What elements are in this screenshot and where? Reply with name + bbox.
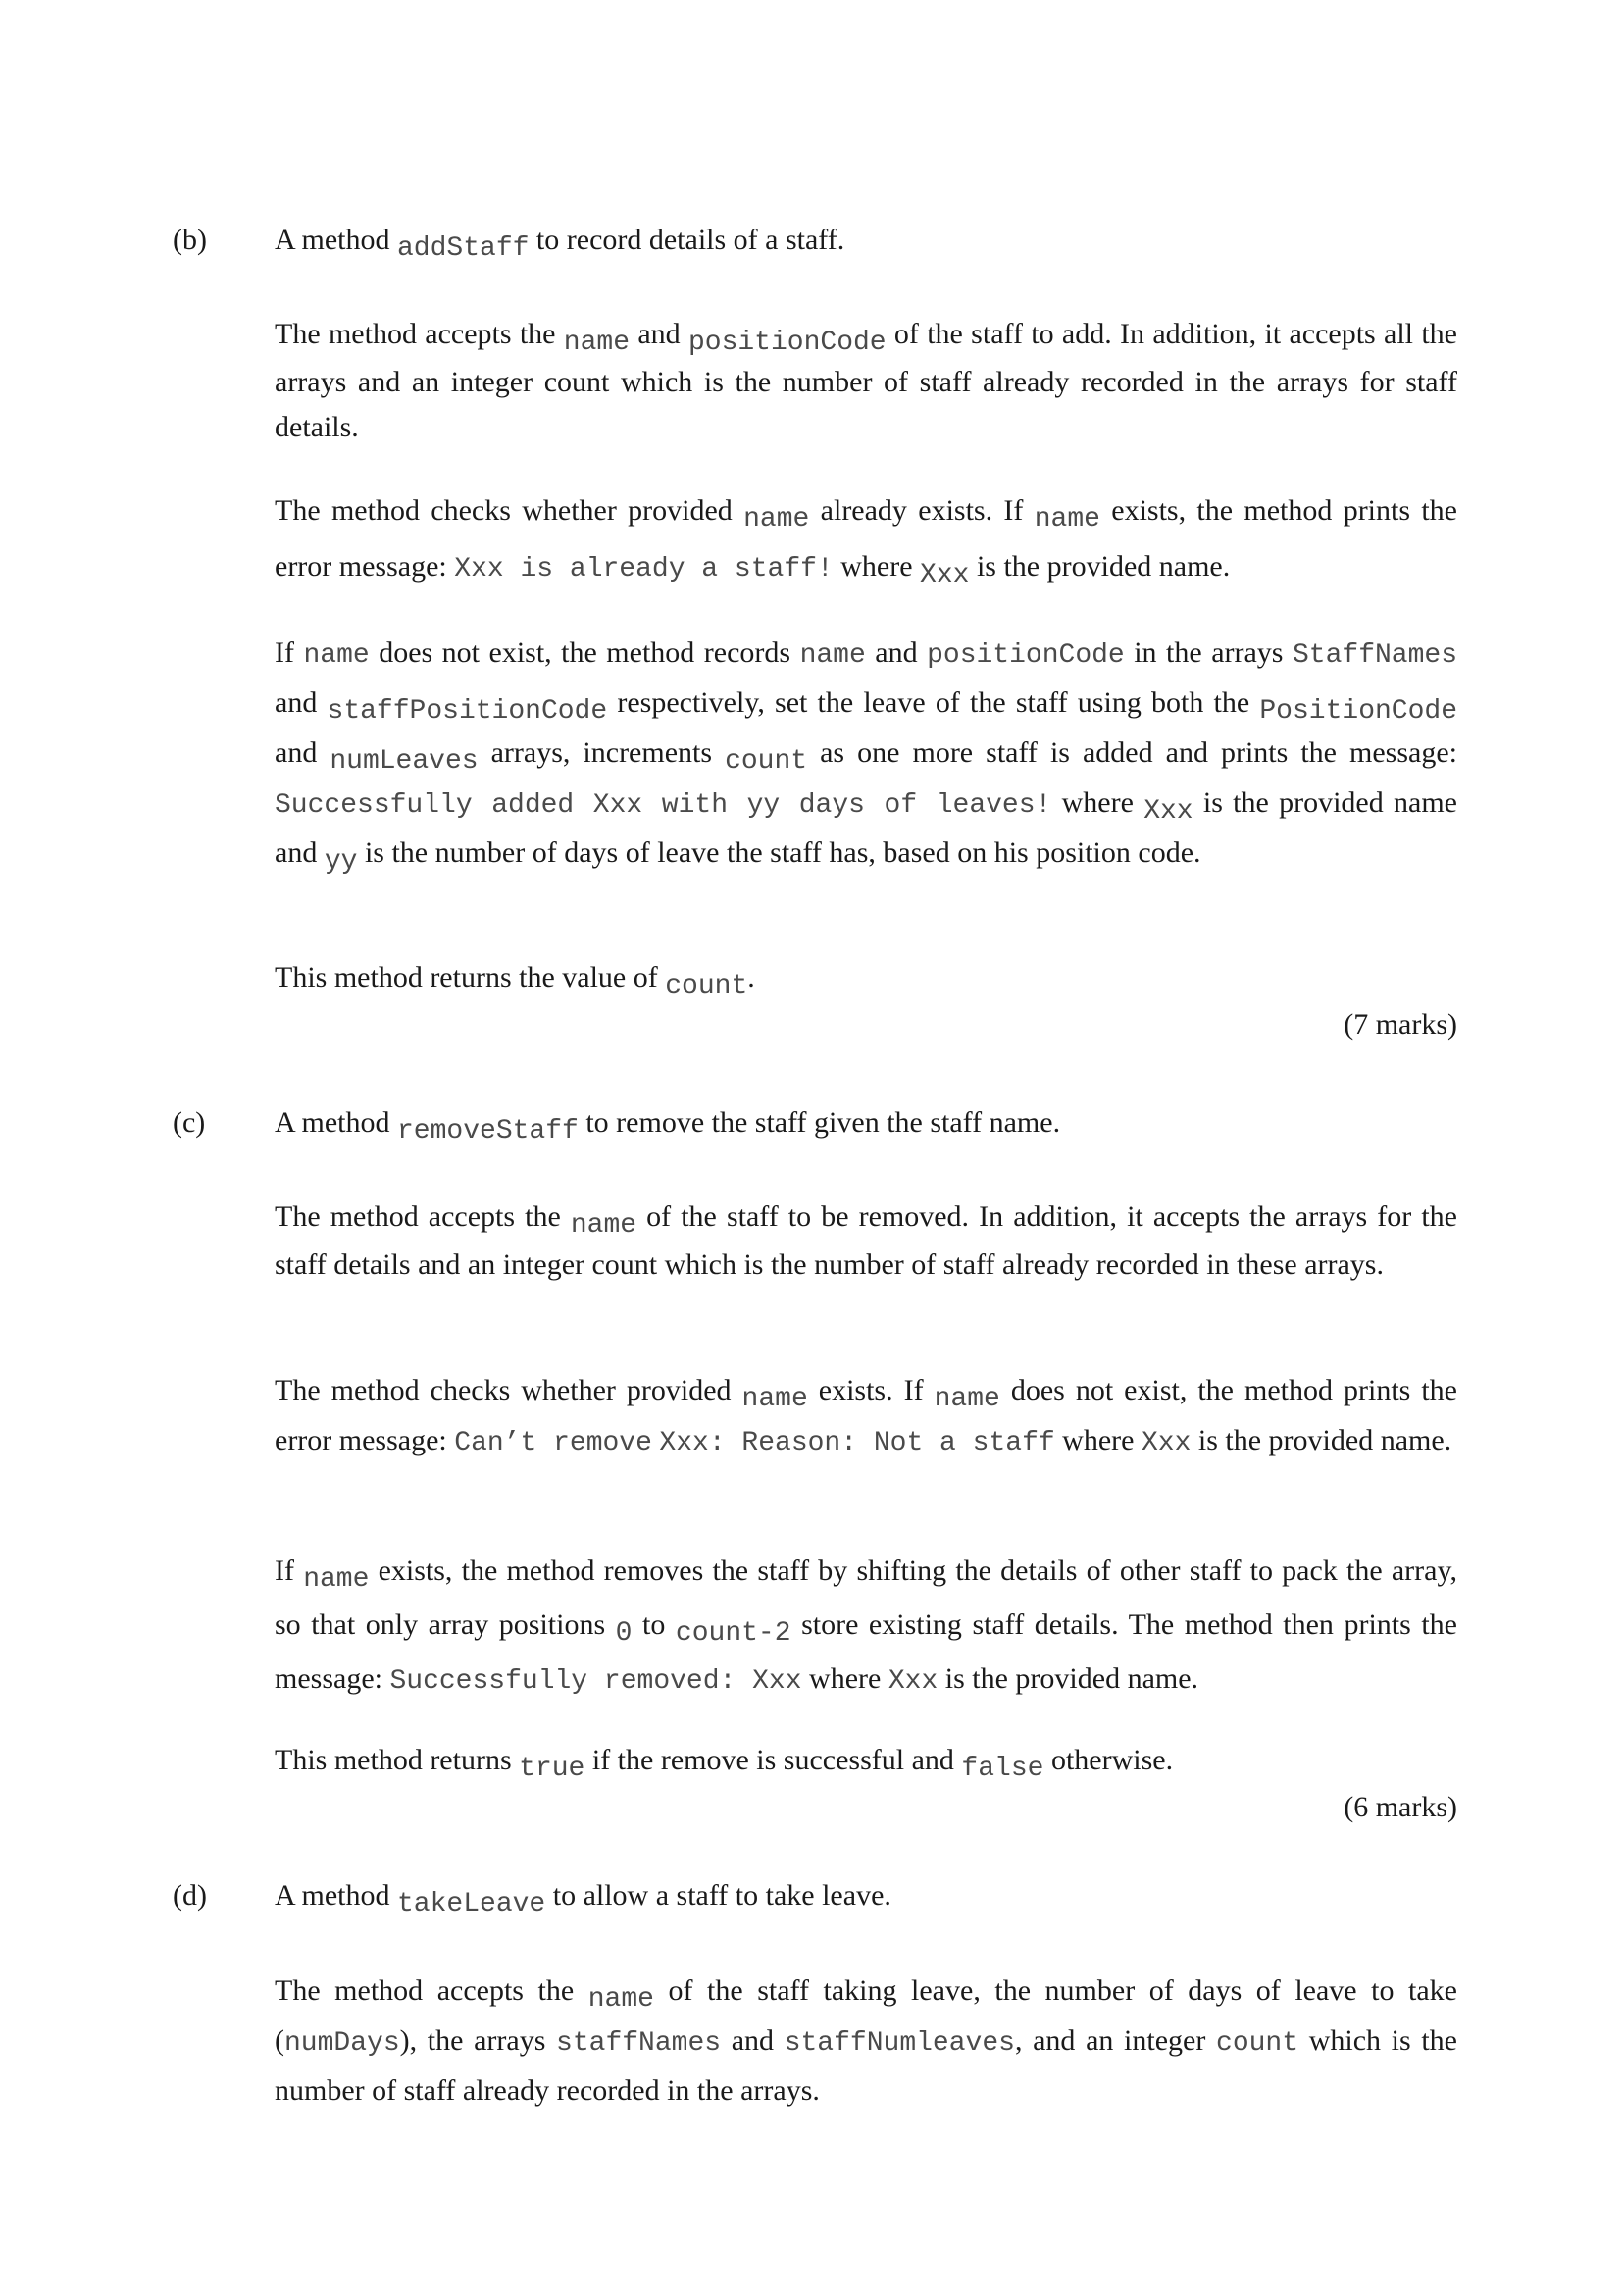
question-heading: A method takeLeave to allow a staff to take leave. [275,1879,891,1919]
code-text: Xxx is already a staff! [454,554,834,585]
code-text: yy [324,846,358,877]
code-text: Xxx: Reason: Not a staff [659,1428,1055,1458]
code-text: PositionCode [1259,696,1458,727]
paragraph: This method returns the value of count. [275,961,755,1001]
code-text: staffPositionCode [327,696,608,727]
code-text: name [570,1210,637,1241]
code-text: Xxx [1141,1428,1192,1458]
code-text: numDays [284,2028,400,2059]
code-text: name [799,640,866,671]
code-text: StaffNames [1292,640,1458,671]
code-text: name [303,640,370,671]
code-text: name [1034,504,1100,535]
code-text: removeStaff [397,1116,579,1147]
paragraph: The method accepts the name of the staff taking leave, the number of days of leave to take (numDays), the arrays staffNames and staffNumleaves, and an integer count which is the number of staff already recorded in the arrays. [275,1974,1457,2107]
paragraph: The method accepts the name of the staff to be removed. In addition, it accepts the arrays for the staff details and an integer count which is the number of staff already recorded in these arrays. [275,1200,1457,1281]
code-text: positionCode [927,640,1125,671]
paragraph: The method checks whether provided name exists. If name does not exist, the method prints the error message: Can’t remove Xxx: Reason: Not a staff where Xxx is the provided name. [275,1374,1457,1458]
question-label: (c) [173,1106,206,1139]
paragraph: If name exists, the method removes the staff by shifting the details of other staff to pack the array, so that only array positions 0 to count-2 store existing staff details. The method then prints the message: Successfully removed: Xxx where Xxx is the provided name. [275,1555,1458,1697]
code-text: addStaff [397,233,530,264]
code-text: positionCode [687,328,887,358]
code-text: true [519,1754,585,1784]
code-text: Xxx [1143,796,1193,827]
code-text: name [934,1384,1000,1414]
paragraph: If name does not exist, the method records name and positionCode in the arrays StaffNames and staffPositionCode respectively, set the leave of the staff using both the PositionCode and numLeaves arrays, increments count as one more staff is added and prints the message: Successfully added Xxx with yy days of leaves! where Xxx is the provided name and yy is the number of days of leave the staff has, based on his position code. [275,637,1458,877]
marks: (7 marks) [1344,1008,1457,1041]
paragraph: The method accepts the name and positionCode of the staff to add. In addition, it accepts all the arrays and an integer count which is the number of staff already recorded in the arrays for staff details. [275,318,1457,443]
code-text: count [665,971,748,1001]
code-text: name [303,1564,370,1595]
code-text: takeLeave [397,1889,546,1919]
question-label: (d) [173,1879,207,1912]
code-text: count-2 [675,1618,791,1649]
code-text: count [1216,2028,1299,2059]
code-text: Successfully added Xxx with yy days of leaves! [275,790,1052,821]
code-text: numLeaves [330,746,479,777]
question-heading: A method removeStaff to remove the staff given the staff name. [275,1106,1061,1147]
question-heading: A method addStaff to record details of a staff. [275,224,845,264]
code-text: name [587,1984,654,2014]
code-text: false [961,1754,1044,1784]
code-text: staffNumleaves [784,2028,1015,2059]
code-text: Can’t remove [454,1428,652,1458]
code-text: name [743,504,810,535]
code-text: Xxx [920,560,970,590]
paragraph: The method checks whether provided name already exists. If name exists, the method prints the error message: Xxx is already a staff! where Xxx is the provided name. [275,494,1457,590]
code-text: 0 [615,1618,633,1649]
code-text: Xxx [888,1666,939,1697]
marks: (6 marks) [1344,1791,1457,1823]
code-text: Successfully removed: Xxx [389,1666,802,1697]
code-text: name [741,1384,808,1414]
question-label: (b) [173,224,207,256]
code-text: count [725,746,808,777]
paragraph: This method returns true if the remove is successful and false otherwise. [275,1744,1174,1784]
code-text: name [563,328,631,358]
code-text: staffNames [556,2028,722,2059]
